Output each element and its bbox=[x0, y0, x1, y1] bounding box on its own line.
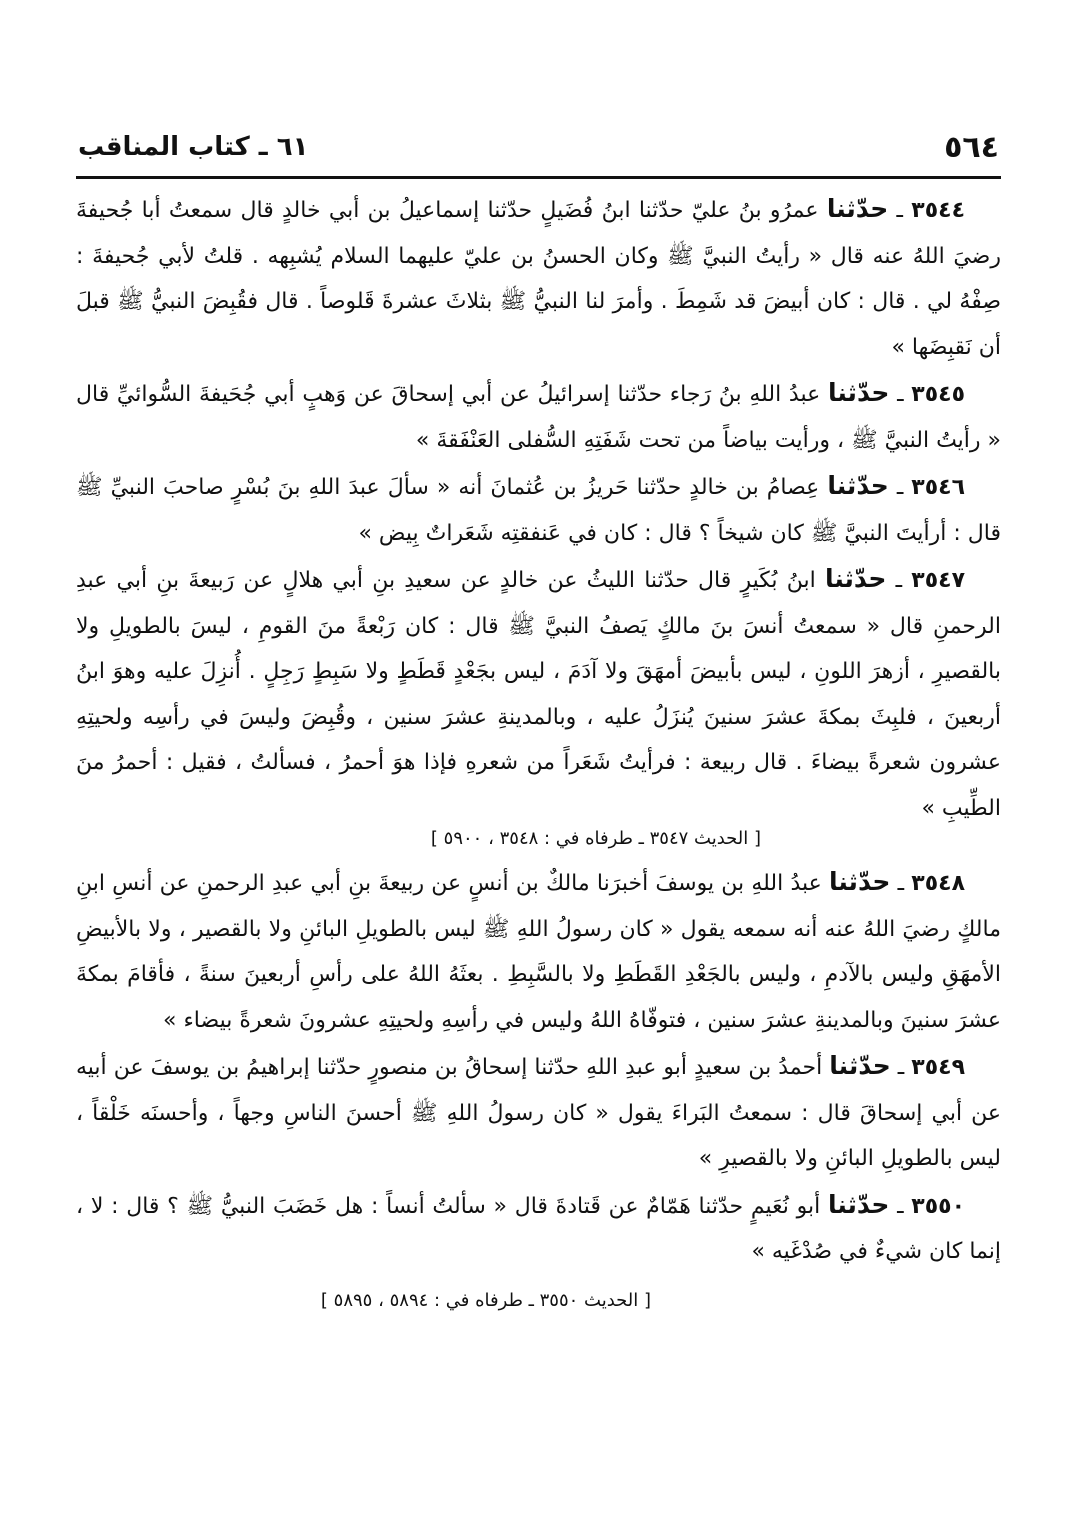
hadith-text: عِصامُ بن خالدٍ حدّثنا حَريزُ بن عُثمانَ أنه « سألَ عبدَ اللهِ بنَ بُسْرٍ صاحبَ النبيِّ ﷺ قال : أرأيتَ النبيَّ ﷺ كان شيخاً ؟ قال : كان في عَنفقتِه شَعَراتٌ بِيض » bbox=[76, 475, 1001, 546]
haddathana-keyword: حدّثنا bbox=[829, 1051, 891, 1080]
hadith-text: ابنُ بُكَيرٍ قال حدّثنا الليثُ عن خالدٍ عن سعيدِ بنِ أبي هلالٍ عن رَبيعةَ بنِ أبي عبدِ الرحمنِ قال « سمعتُ أنسَ بنَ مالكٍ يَصفُ النبيَّ ﷺ قال : كان رَبْعةً منَ القومِ ، ليسَ بالطويلِ ولا بالقصيرِ ، أزهرَ اللونِ ، ليس بأبيضَ أمهَقَ ولا آدَمَ ، ليس بجَعْدٍ قَطَطٍ ولا سَبِطٍ رَجِلٍ . أُنزِلَ عليه وهوَ ابنُ أربعينَ ، فلبِثَ بمكةَ عشرَ سنينَ يُنزَلُ عليه ، وبالمدينةِ عشرَ سنين ، وقُبِضَ وليسَ في رأسِه ولحيتِهِ عشرون شعرةً بيضاءَ . قال ربيعة : فرأيتُ شَعَراً من شعرهِ فإذا هوَ أحمرُ ، فسألتُ ، فقيل : أحمرُ منَ الطِّيبِ » bbox=[76, 568, 1001, 821]
hadith-3547: ٣٥٤٧ ـ حدّثنا ابنُ بُكَيرٍ قال حدّثنا الليثُ عن خالدٍ عن سعيدِ بنِ أبي هلالٍ عن رَبيعةَ بنِ أبي عبدِ الرحمنِ قال « سمعتُ أنسَ بنَ مالكٍ يَصفُ النبيَّ ﷺ قال : كان رَبْعةً منَ القومِ ، ليسَ بالطويلِ ولا بالقصيرِ ، أزهرَ اللونِ ، ليس بأبيضَ أمهَقَ ولا آدَمَ ، ليس بجَعْدٍ قَطَطٍ ولا سَبِطٍ رَجِلٍ . أُنزِلَ عليه وهوَ ابنُ أربعينَ ، فلبِثَ بمكةَ عشرَ سنينَ يُنزَلُ عليه ، وبالمدينةِ عشرَ سنين ، وقُبِضَ وليسَ في رأسِه ولحيتِهِ عشرون شعرةً بيضاءَ . قال ربيعة : فرأيتُ شَعَراً من شعرهِ فإذا هوَ أحمرُ ، فسألتُ ، فقيل : أحمرُ منَ الطِّيبِ » bbox=[76, 564, 1001, 821]
hadith-3545: ٣٥٤٥ ـ حدّثنا عبدُ اللهِ بنُ رَجاء حدّثنا إسرائيلُ عن أبي إسحاقَ عن وَهبٍ أبي جُحَيفةَ السُّوائيِّ قال « رأيتُ النبيَّ ﷺ ، ورأيت بياضاً من تحت شَفَتِهِ السُّفلى العَنْفَقةَ » bbox=[76, 378, 1001, 453]
haddathana-keyword: حدّثنا bbox=[827, 378, 890, 407]
hadith-3546: ٣٥٤٦ ـ حدّثنا عِصامُ بن خالدٍ حدّثنا حَريزُ بن عُثمانَ أنه « سألَ عبدَ اللهِ بنَ بُسْرٍ صاحبَ النبيِّ ﷺ قال : أرأيتَ النبيَّ ﷺ كان شيخاً ؟ قال : كان في عَنفقتِه شَعَراتٌ بِيض » bbox=[76, 471, 1001, 546]
cross-reference-note: [ الحديث ٣٥٥٠ ـ طرفاه في : ٥٨٩٤ ، ٥٨٩٥ ] bbox=[320, 1289, 651, 1311]
hadith-text: أبو نُعَيمٍ حدّثنا هَمّامٌ عن قَتادةَ قال « سألتُ أنساً : هل خَضَبَ النبيُّ ﷺ ؟ قال : لا ، إنما كان شيءٌ في صُدْغَيه » bbox=[76, 1193, 1001, 1264]
haddathana-keyword: حدّثنا bbox=[828, 867, 891, 896]
hadith-text-body bbox=[76, 186, 1001, 1315]
hadith-text: عمرُو بنُ عليّ حدّثنا ابنُ فُضَيلٍ حدّثنا إسماعيلُ بن أبي خالدٍ قال سمعتُ أبا جُحيفةَ رضيَ اللهُ عنه قال « رأيتُ النبيَّ ﷺ وكان الحسنُ بن عليّ عليهما السلام يُشبِهه . قلتُ لأبي جُحيفةَ : صِفْهُ لي . قال : كان أبيضَ قد شَمِطَ . وأمرَ لنا النبيُّ ﷺ بثلاثَ عشرةَ قَلوصاً . قال فقُبِضَ النبيُّ ﷺ قبلَ أن نَقبِضَها » bbox=[76, 198, 1001, 360]
hadith-number: ٣٥٤٩ bbox=[911, 1055, 965, 1080]
page-header bbox=[78, 126, 999, 176]
hadith-3548: ٣٥٤٨ ـ حدّثنا عبدُ اللهِ بن يوسفَ أخبرَنا مالكٌ بن أنسٍ عن ربيعةَ بنِ أبي عبدِ الرحمنِ عن أنسِ ابنِ مالكٍ رضيَ اللهُ عنه أنه سمعه يقول « كان رسولُ اللهِ ﷺ ليس بالطويلِ البائنِ ولا بالقصير ، ولا بالأبيضِ الأمهَقِ وليس بالآدمِ ، وليس بالجَعْدِ القَطَطِ ولا بالسَّبِطِ . بعثَهُ اللهُ على رأسِ أربعينَ سنةً ، فأقامَ بمكةَ عشرَ سنينَ وبالمدينةِ عشرَ سنين ، فتوفّاهُ اللهُ وليس في رأسِهِ ولحيتِهِ عشرونَ شعرةً بيضاء » bbox=[76, 867, 1001, 1033]
hadith-number: ٣٥٥٠ bbox=[911, 1193, 966, 1219]
page-number: ٥٦٤ bbox=[944, 130, 999, 165]
header-divider bbox=[76, 176, 1001, 179]
haddathana-keyword: حدّثنا bbox=[827, 1189, 890, 1219]
hadith-text: عبدُ اللهِ بن يوسفَ أخبرَنا مالكٌ بن أنسٍ عن ربيعةَ بنِ أبي عبدِ الرحمنِ عن أنسِ ابنِ مالكٍ رضيَ اللهُ عنه أنه سمعه يقول « كان رسولُ اللهِ ﷺ ليس بالطويلِ البائنِ ولا بالقصير ، ولا بالأبيضِ الأمهَقِ وليس بالآدمِ ، وليس بالجَعْدِ القَطَطِ ولا بالسَّبِطِ . بعثَهُ اللهُ على رأسِ أربعينَ سنةً ، فأقامَ بمكةَ عشرَ سنينَ وبالمدينةِ عشرَ سنين ، فتوفّاهُ اللهُ وليس في رأسِهِ ولحيتِهِ عشرونَ شعرةً بيضاء » bbox=[76, 871, 1001, 1033]
hadith-number: ٣٥٤٧ bbox=[911, 568, 965, 593]
hadith-text: أحمدُ بن سعيدٍ أبو عبدِ اللهِ حدّثنا إسحاقُ بن منصورٍ حدّثنا إبراهيمُ بن يوسفَ عن أبيه عن أبي إسحاقَ قال : سمعتُ البَراءَ يقول « كان رسولُ اللهِ ﷺ أحسنَ الناسِ وجهاً ، وأحسنَه خَلْقاً ، ليس بالطويلِ البائنِ ولا بالقصيرِ » bbox=[76, 1055, 1001, 1171]
haddathana-keyword: حدّثنا bbox=[824, 564, 887, 593]
hadith-3550: ٣٥٥٠ ـ حدّثنا أبو نُعَيمٍ حدّثنا هَمّامٌ عن قَتادةَ قال « سألتُ أنساً : هل خَضَبَ النبيُّ ﷺ ؟ قال : لا ، إنما كان شيءٌ في صُدْغَيه » bbox=[76, 1189, 1001, 1264]
haddathana-keyword: حدّثنا bbox=[827, 471, 889, 500]
hadith-number: ٣٥٤٥ bbox=[911, 382, 965, 407]
hadith-text: عبدُ اللهِ بنُ رَجاء حدّثنا إسرائيلُ عن أبي إسحاقَ عن وَهبٍ أبي جُحَيفةَ السُّوائيِّ قال « رأيتُ النبيَّ ﷺ ، ورأيت بياضاً من تحت شَفَتِهِ السُّفلى العَنْفَقةَ » bbox=[76, 382, 1001, 453]
book-title: ٦١ ـ كتاب المناقب bbox=[78, 132, 309, 162]
hadith-number: ٣٥٤٦ bbox=[911, 475, 966, 500]
hadith-number: ٣٥٤٨ bbox=[911, 871, 965, 896]
cross-reference-note: [ الحديث ٣٥٤٧ ـ طرفاه في : ٣٥٤٨ ، ٥٩٠٠ ] bbox=[430, 828, 761, 849]
hadith-3549: ٣٥٤٩ ـ حدّثنا أحمدُ بن سعيدٍ أبو عبدِ اللهِ حدّثنا إسحاقُ بن منصورٍ حدّثنا إبراهيمُ بن يوسفَ عن أبيه عن أبي إسحاقَ قال : سمعتُ البَراءَ يقول « كان رسولُ اللهِ ﷺ أحسنَ الناسِ وجهاً ، وأحسنَه خَلْقاً ، ليس بالطويلِ البائنِ ولا بالقصيرِ » bbox=[76, 1051, 1001, 1171]
hadith-number: ٣٥٤٤ bbox=[911, 198, 965, 223]
hadith-3544: ٣٥٤٤ ـ حدّثنا عمرُو بنُ عليّ حدّثنا ابنُ فُضَيلٍ حدّثنا إسماعيلُ بن أبي خالدٍ قال سمعتُ أبا جُحيفةَ رضيَ اللهُ عنه قال « رأيتُ النبيَّ ﷺ وكان الحسنُ بن عليّ عليهما السلام يُشبِهه . قلتُ لأبي جُحيفةَ : صِفْهُ لي . قال : كان أبيضَ قد شَمِطَ . وأمرَ لنا النبيُّ ﷺ بثلاثَ عشرةَ قَلوصاً . قال فقُبِضَ النبيُّ ﷺ قبلَ أن نَقبِضَها » bbox=[76, 194, 1001, 360]
haddathana-keyword: حدّثنا bbox=[826, 194, 889, 223]
